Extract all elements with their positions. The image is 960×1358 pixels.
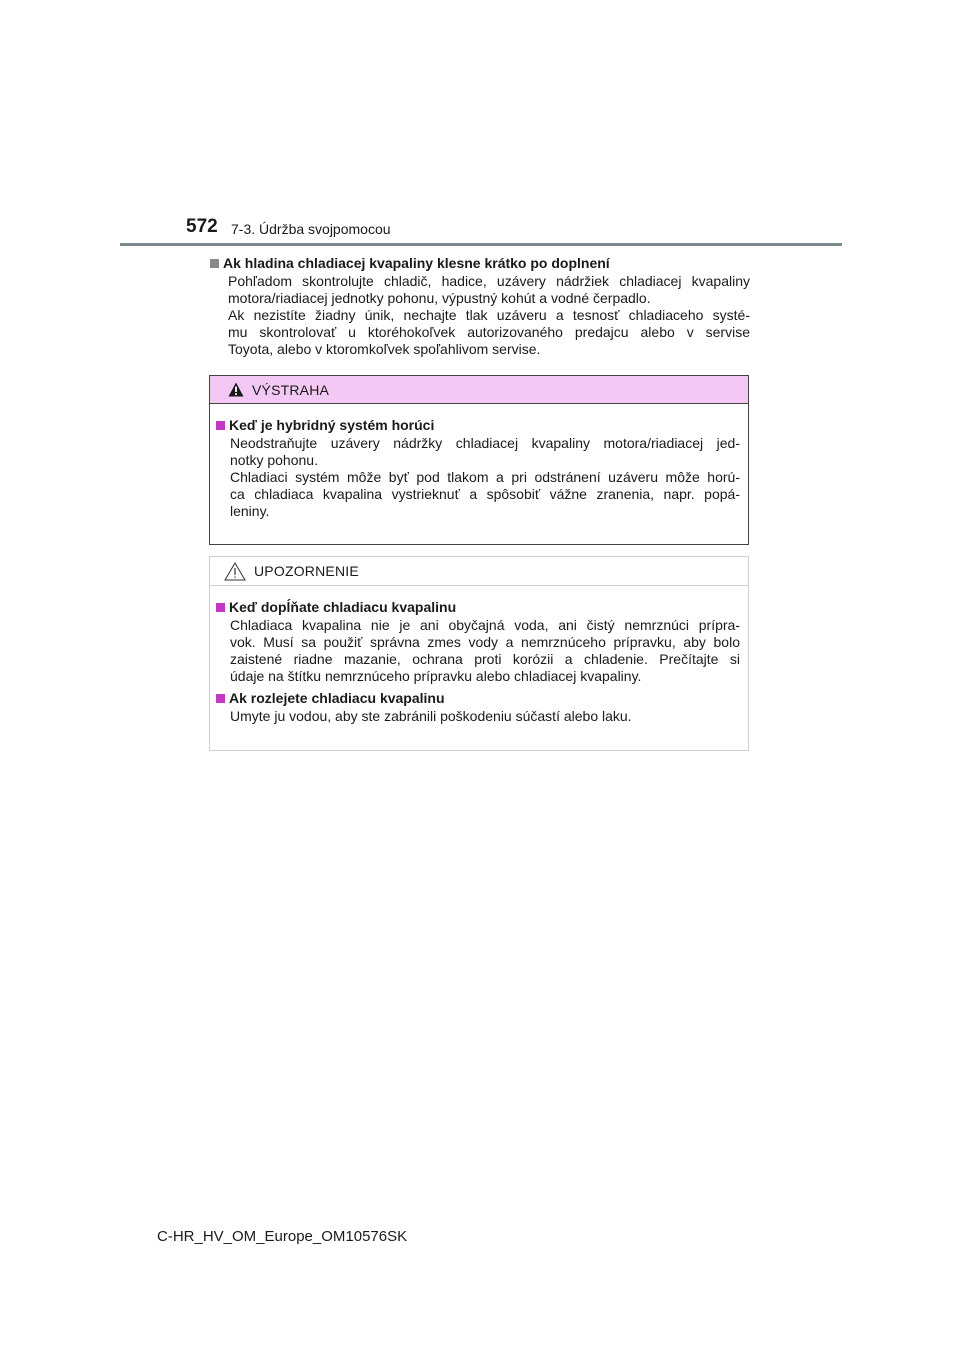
warning-triangle-outline-icon <box>224 562 246 581</box>
square-bullet-icon <box>216 603 225 612</box>
warning-label: VÝSTRAHA <box>252 381 330 398</box>
warning-header <box>210 376 748 404</box>
warning-line: ca chladiaca kvapalina vystrieknuť a spôsobiť vážne zranenia, napr. popá- <box>230 486 740 502</box>
notice-label: UPOZORNENIE <box>254 563 359 579</box>
warning-subheading <box>216 416 740 435</box>
notice-subheading-text: Keď dopĺňate chladiacu kvapalinu <box>229 599 457 615</box>
section-title: 7-3. Údržba svojpomocou <box>231 221 391 237</box>
warning-line: Neodstraňujte uzávery nádržky chladiacej kvapaliny motora/riadiacej jed- <box>230 435 740 451</box>
notice-line: zaistené riadne mazanie, ochrana proti korózii a chladenie. Prečítajte si <box>230 651 740 667</box>
notice-body <box>210 586 748 725</box>
main-line: Pohľadom skontrolujte chladič, hadice, uzávery nádržiek chladiacej kvapaliny <box>228 273 750 289</box>
main-line: mu skontrolovať u ktoréhokoľvek autorizovaného predajcu alebo v servise <box>228 324 750 340</box>
main-subheading-text: Ak hladina chladiacej kvapaliny klesne krátko po doplnení <box>223 255 610 271</box>
main-subheading <box>210 254 750 273</box>
notice-box <box>209 556 749 751</box>
notice-line: Umyte ju vodou, aby ste zabránili poškodeniu súčastí alebo laku. <box>230 708 632 724</box>
notice-subheading-text: Ak rozlejete chladiacu kvapalinu <box>229 690 445 706</box>
square-bullet-icon <box>216 421 225 430</box>
notice-line: Chladiaca kvapalina nie je ani obyčajná voda, ani čistý nemrznúci prípra- <box>230 617 740 633</box>
notice-subheading <box>216 598 740 617</box>
notice-line: vok. Musí sa použiť správna zmes vody a nemrznúceho prípravku, aby bolo <box>230 634 740 650</box>
warning-triangle-filled-icon <box>228 382 244 397</box>
square-bullet-icon <box>210 259 219 268</box>
warning-box <box>209 375 749 545</box>
main-paragraph <box>228 273 750 358</box>
warning-body <box>210 404 748 520</box>
notice-header <box>210 557 748 586</box>
main-line: motora/riadiacej jednotky pohonu, výpustný kohút a vodné čerpadlo. <box>228 290 651 306</box>
page-number: 572 <box>186 216 218 237</box>
warning-paragraph <box>230 435 740 520</box>
main-line: Ak nezistíte žiadny únik, nechajte tlak uzáveru a tesnosť chladiaceho systé- <box>228 307 750 323</box>
warning-line: Chladiaci systém môže byť pod tlakom a pri odstránení uzáveru môže horú- <box>230 469 740 485</box>
notice-subheading <box>216 689 740 708</box>
square-bullet-icon <box>216 694 225 703</box>
main-line: Toyota, alebo v ktoromkoľvek spoľahlivom servise. <box>228 341 541 357</box>
header-rule <box>120 243 842 246</box>
notice-paragraph <box>230 617 740 685</box>
warning-line: notky pohonu. <box>230 452 318 468</box>
warning-line: leniny. <box>230 503 270 519</box>
notice-line: údaje na štítku nemrznúceho prípravku alebo chladiacej kvapaliny. <box>230 668 642 684</box>
warning-subheading-text: Keď je hybridný systém horúci <box>229 417 435 433</box>
main-section <box>210 254 750 358</box>
notice-paragraph <box>230 708 740 725</box>
footer-document-code: C-HR_HV_OM_Europe_OM10576SK <box>157 1228 408 1245</box>
